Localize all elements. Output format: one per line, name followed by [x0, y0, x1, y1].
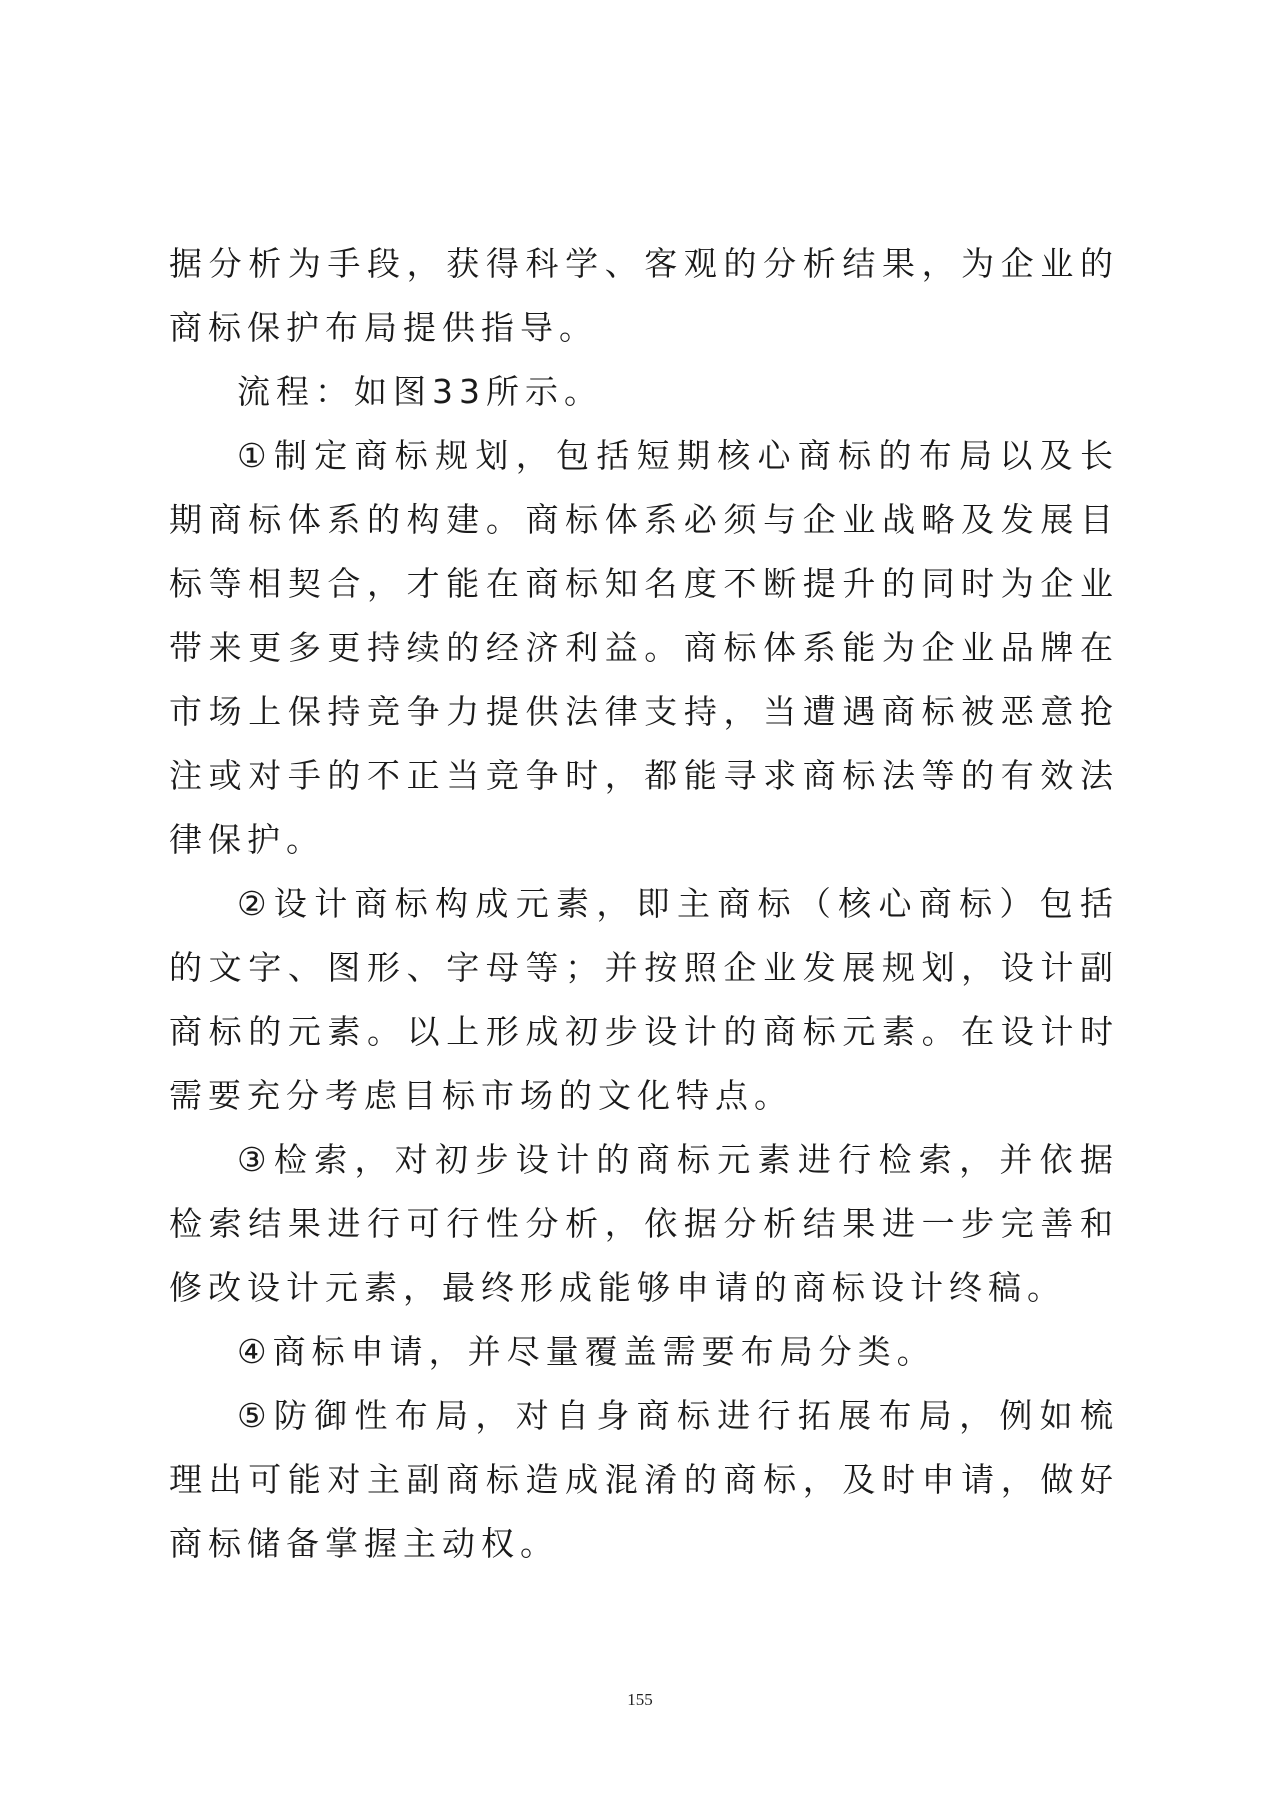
paragraph-step-2: ②设计商标构成元素，即主商标（核心商标）包括的文字、图形、字母等；并按照企业发展规划，设计副商标的元素。以上形成初步设计的商标元素。在设计时需要充分考虑目标市场的文化特点。: [169, 884, 1119, 1115]
paragraph-step-5: ⑤防御性布局，对自身商标进行拓展布局，例如梳理出可能对主副商标造成混淆的商标，及时申请，做好商标储备掌握主动权。: [169, 1396, 1119, 1563]
paragraph-step-1: ①制定商标规划，包括短期核心商标的布局以及长期商标体系的构建。商标体系必须与企业战略及发展目标等相契合，才能在商标知名度不断提升的同时为企业带来更多更持续的经济利益。商标体系能为企业品牌在市场上保持竞争力提供法律支持，当遭遇商标被恶意抢注或对手的不正当竞争时，都能寻求商标法等的有效法律保护。: [169, 436, 1119, 859]
paragraph-step-4: ④商标申请，并尽量覆盖需要布局分类。: [237, 1332, 936, 1371]
page-number: 155: [627, 1690, 653, 1709]
body-text: [169, 232, 1119, 1576]
paragraph-step-3: ③检索，对初步设计的商标元素进行检索，并依据检索结果进行可行性分析，依据分析结果进一步完善和修改设计元素，最终形成能够申请的商标设计终稿。: [169, 1140, 1119, 1307]
paragraph-process: 流程：如图33所示。: [237, 372, 603, 411]
paragraph-continuation: 据分析为手段，获得科学、客观的分析结果，为企业的商标保护布局提供指导。: [169, 244, 1119, 347]
